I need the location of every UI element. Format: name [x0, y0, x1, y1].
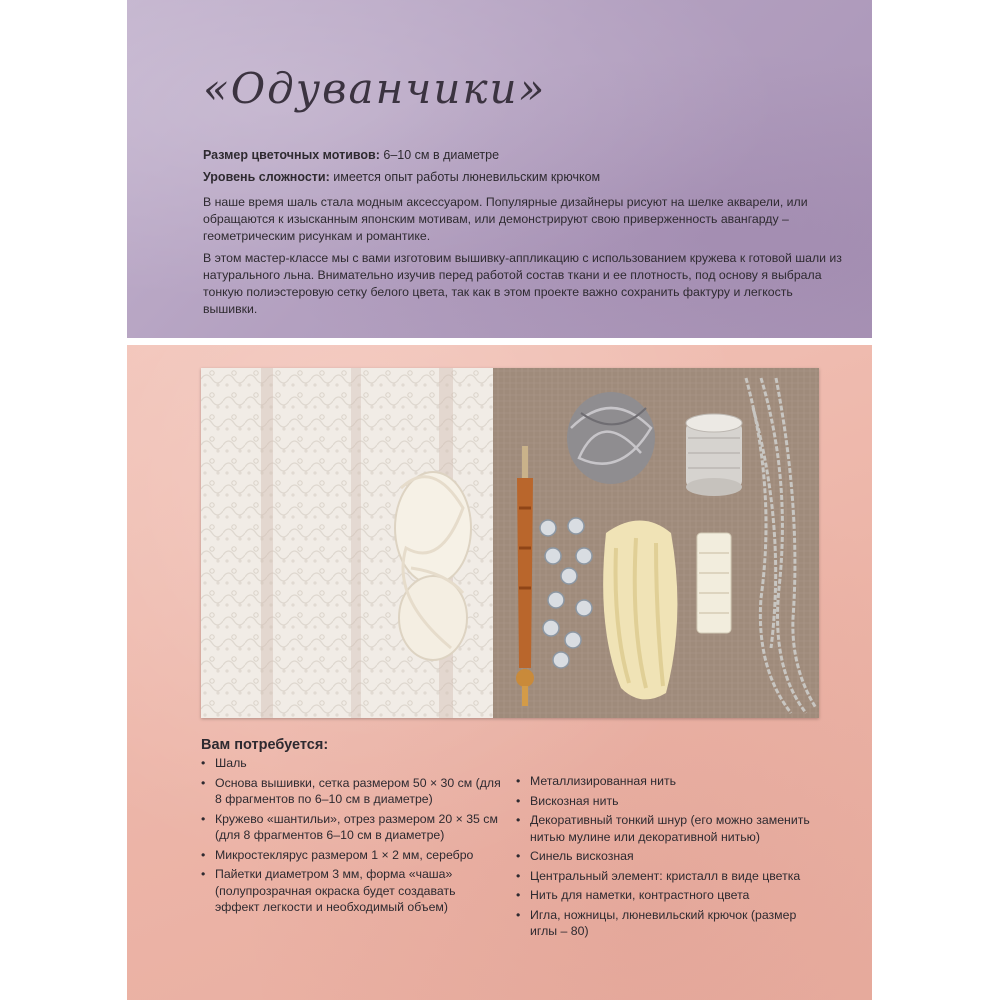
intro-text [203, 194, 843, 323]
list-item: • Металлизированная нить [516, 773, 816, 790]
difficulty-line [203, 170, 843, 184]
list-item: • Декоративный тонкий шнур (его можно заменить нитью мулине или декоративной нитью) [516, 812, 816, 845]
motif-size-line [203, 148, 843, 162]
list-item: • Игла, ножницы, люневильский крючок (размер иглы – 80) [516, 907, 816, 940]
intro-section [127, 0, 872, 338]
page-title: «Одуванчики» [203, 64, 547, 113]
difficulty-value: имеется опыт работы люневильским крючком [329, 170, 601, 184]
list-item: • Микростеклярус размером 1 × 2 мм, серебро [201, 847, 501, 864]
intro-paragraph: В этом мастер-классе мы с вами изготовим вышивку-аппликацию с использованием кружева к готовой шали из натурального льна. Внимательно изучив перед работой состав ткани и ее плотность, под основу я выбрала тонкую полиэстеровую сетку белого цвета, так как в этом проекте важно сохранить фактуру и легкость вышивки. [203, 251, 842, 316]
metallic-thread-bundle [567, 392, 655, 484]
intro-paragraph: В наше время шаль стала модным аксессуаром. Популярные дизайнеры рисуют на шелке акварели, или обращаются к изысканным японским мотивам, или демонстрируют свою приверженность авангарду – геометрическим рисункам и романтике. [203, 195, 808, 243]
list-item: • Центральный элемент: кристалл в виде цветка [516, 868, 816, 885]
list-item: • Кружево «шантильи», отрез размером 20 × 35 см (для 8 фрагментов 6–10 см в диаметре) [201, 811, 501, 844]
list-item: • Пайетки диаметром 3 мм, форма «чаша» (полупрозрачная окраска будет создавать эффект легкости и необходимый объем) [201, 866, 501, 916]
materials-list-right [516, 773, 816, 943]
materials-photo [201, 368, 819, 718]
list-item: • Основа вышивки, сетка размером 50 × 30 см (для 8 фрагментов по 6–10 см в диаметре) [201, 775, 501, 808]
materials-heading: Вам потребуется: [201, 737, 329, 753]
difficulty-label: Уровень сложности: [203, 170, 330, 184]
materials-photo-illustration [201, 368, 819, 718]
lace-gap [261, 368, 273, 718]
motif-size-label: Размер цветочных мотивов: [203, 148, 380, 162]
materials-list-left [201, 755, 501, 919]
silver-spool [686, 414, 742, 496]
list-item: • Нить для наметки, контрастного цвета [516, 887, 816, 904]
list-item: • Шаль [201, 755, 501, 772]
white-cord-skein [395, 472, 471, 660]
list-item: • Синель вискозная [516, 848, 816, 865]
materials-section [127, 345, 872, 1000]
motif-size-value: 6–10 см в диаметре [379, 148, 500, 162]
list-item: • Вискозная нить [516, 793, 816, 810]
white-thread-spool [697, 533, 731, 633]
